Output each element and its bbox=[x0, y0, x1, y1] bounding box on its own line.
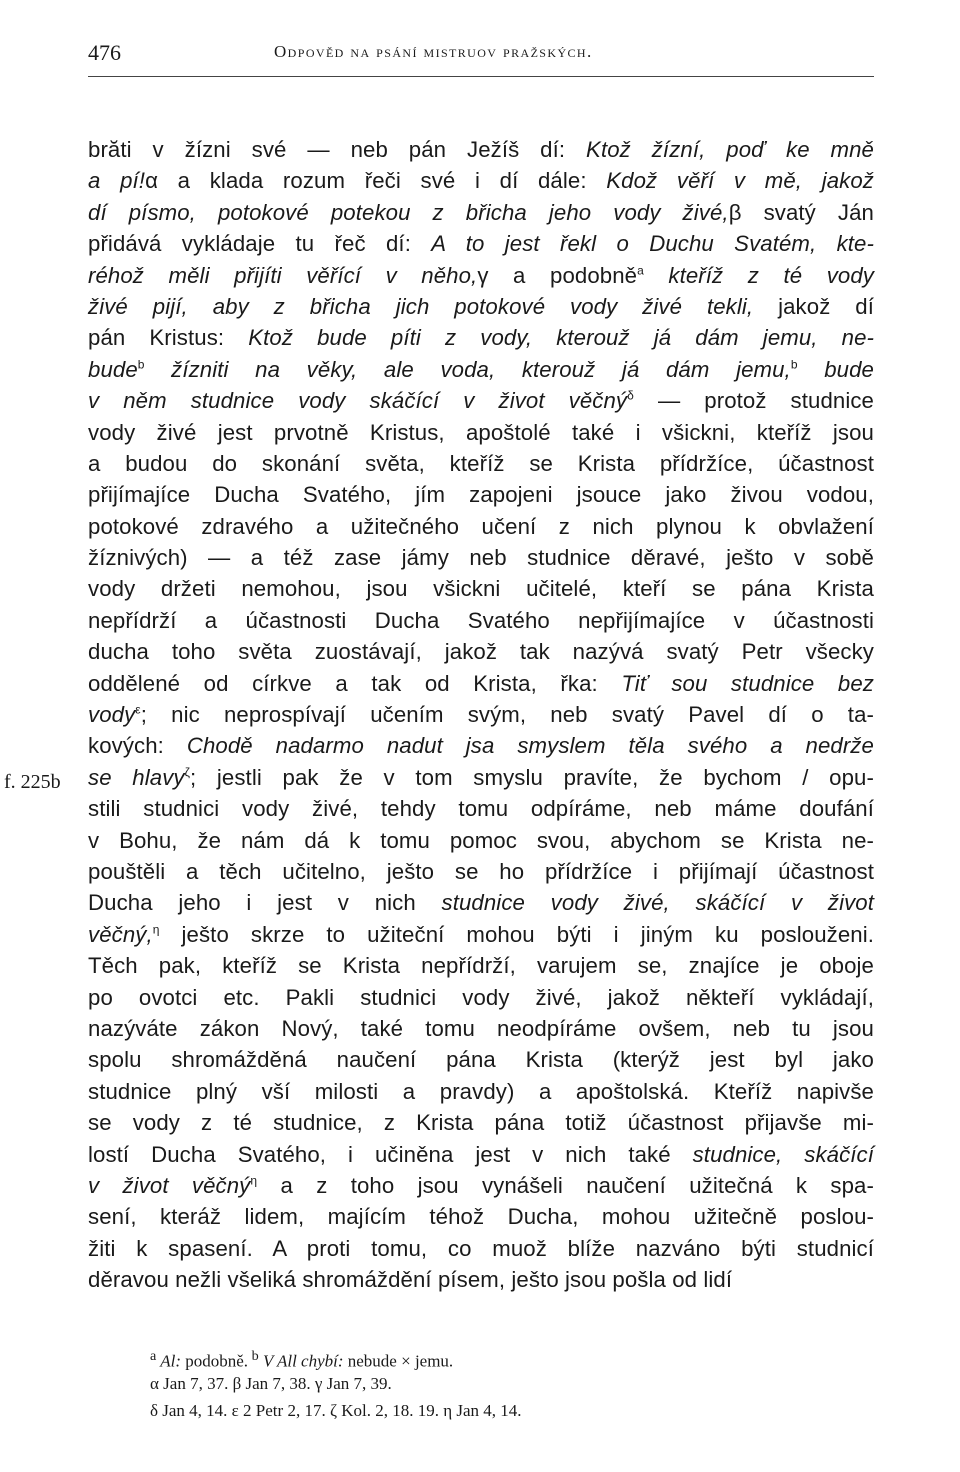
text-line: bude$^b$ žízniti na věky, ale voda, kterouž já dám jemu,$^b$ bude bbox=[88, 356, 874, 382]
footnotes bbox=[150, 1343, 770, 1424]
text-line: se hlavy$^\zeta$; jestli pak že v tom smyslu pravíte, že bychom / opu- bbox=[88, 764, 874, 790]
text-line: děravou nežli všeliká shromáždění písem, ješto jsou pošla od lidí bbox=[88, 1267, 733, 1293]
text-line: pán Kristus: Ktož bude píti z vody, kterouž já dám jemu, ne- bbox=[88, 325, 874, 351]
text-line: a pí!α a klada rozum řeči své i dí dále: Kdož věří v mě, jakož bbox=[88, 168, 874, 194]
text-line: nepřídrží a účastnosti Ducha Svatého nepřijímajíce v účastnosti bbox=[88, 607, 874, 633]
main-text bbox=[88, 134, 874, 1295]
text-line: po ovotci etc. Pakli studnici vody živé, jakož někteří vykládají, bbox=[88, 984, 874, 1010]
running-title: Odpověd na psání mistruov pražských. bbox=[274, 42, 593, 61]
text-line: přidává vykládaje tu řeč dí: A to jest řekl o Duchu Svatém, kte- bbox=[88, 231, 874, 257]
text-line: a budou do skonání světa, kteříž se Krista přídržíce, účastnost bbox=[88, 450, 874, 476]
text-line: potokové zdravého a užitečného učení z nich plynou k obvlažení bbox=[88, 513, 874, 539]
text-line: pouštěli a těch učitelno, ješto se ho přídržíce i přijímají účastnost bbox=[88, 858, 874, 884]
text-line: stili studnici vody živé, tehdy tomu odpíráme, neb máme doufání bbox=[88, 796, 874, 822]
text-line: lostí Ducha Svatého, i učiněna jest v nich také studnice, skáčící bbox=[88, 1141, 874, 1167]
footnote-line: $^a$ Al: podobně. $^b$ V All chybí: nebude × jemu. bbox=[150, 1348, 454, 1371]
text-line: vody$^\varepsilon$; nic neprospívají učením svým, neb svatý Pavel dí o ta- bbox=[88, 702, 874, 728]
text-line: vody živé jest prvotně Kristus, apoštolé také i všickni, kteříž jsou bbox=[88, 419, 874, 445]
text-line: živé pijí, aby z břicha jich potokové vody živé tekli, jakož dí bbox=[88, 293, 874, 319]
text-line: brăti v žízni své — neb pán Ježíš dí: Ktož žízní, poď ke mně bbox=[88, 137, 874, 162]
text-line: dí písmo, potokové potekou z břicha jeho vody živé,β svatý Ján bbox=[88, 199, 874, 225]
page-header bbox=[88, 40, 874, 70]
text-line: ducha toho světa zuostávají, jakož tak nazývá svatý Petr všecky bbox=[88, 639, 874, 665]
text-line: přijímajíce Ducha Svatého, jím zapojeni jsouce jako živou vodou, bbox=[88, 482, 874, 508]
text-line: Ducha jeho i jest v nich studnice vody živé, skáčící v život bbox=[88, 890, 874, 916]
text-line: v život věčný$^\eta$ a z toho jsou vynášeli naučení užitečná k spa- bbox=[88, 1172, 874, 1198]
text-line: vody držeti nemohou, jsou všickni učitelé, kteří se pána Krista bbox=[88, 576, 874, 602]
footnote-line: α Jan 7, 37. β Jan 7, 38. γ Jan 7, 39. bbox=[150, 1374, 392, 1393]
text-line: nazýváte zákon Nový, také tomu neodpíráme ovšem, neb tu jsou bbox=[88, 1015, 874, 1041]
text-line: spolu shromážděná naučení pána Krista (kterýž jest byl jako bbox=[88, 1047, 874, 1073]
text-line: kových: Chodě nadarmo nadut jsa smyslem těla svého a nedrže bbox=[88, 733, 874, 759]
text-line: studnice plný vší milosti a pravdy) a apoštolská. Kteříž napivše bbox=[88, 1078, 874, 1104]
folio-margin-note: f. 225b bbox=[4, 771, 61, 793]
text-line: věčný,$^\eta$ ješto skrze to užiteční mohou býti i jiným ku poslouženi. bbox=[88, 921, 874, 947]
text-line: žiti k spasení. A proti tomu, co muož blíže nazváno býti studnicí bbox=[88, 1235, 874, 1261]
text-line: v Bohu, že nám dá k tomu pomoc svou, abychom se Krista ne- bbox=[88, 827, 874, 853]
text-line: žíznivých) — a též zase jámy neb studnice děravé, ješto v sobě bbox=[88, 545, 874, 571]
text-line: v něm studnice vody skáčící v život věčný$^\delta$ — protož studnice bbox=[88, 388, 874, 414]
text-line: Těch pak, kteříž se Krista nepřídrží, varujem se, znajíce je oboje bbox=[88, 953, 874, 979]
header-rule bbox=[88, 76, 874, 77]
text-line: réhož měli přijíti věřící v něho,γ a podobně$^a$ kteříž z té vody bbox=[88, 262, 874, 288]
text-line: oddělené od církve a tak od Krista, řka: Tiť sou studnice bez bbox=[88, 670, 874, 696]
footnote-line: δ Jan 4, 14. ε 2 Petr 2, 17. ζ Kol. 2, 18. 19. η Jan 4, 14. bbox=[150, 1401, 522, 1420]
text-line: sení, kteráž lidem, majícím téhož Ducha, mohou užitečně poslou- bbox=[88, 1204, 874, 1230]
page-number: 476 bbox=[88, 40, 121, 65]
text-line: se vody z té studnice, z Krista pána totiž účastnost přijavše mi- bbox=[88, 1110, 874, 1136]
